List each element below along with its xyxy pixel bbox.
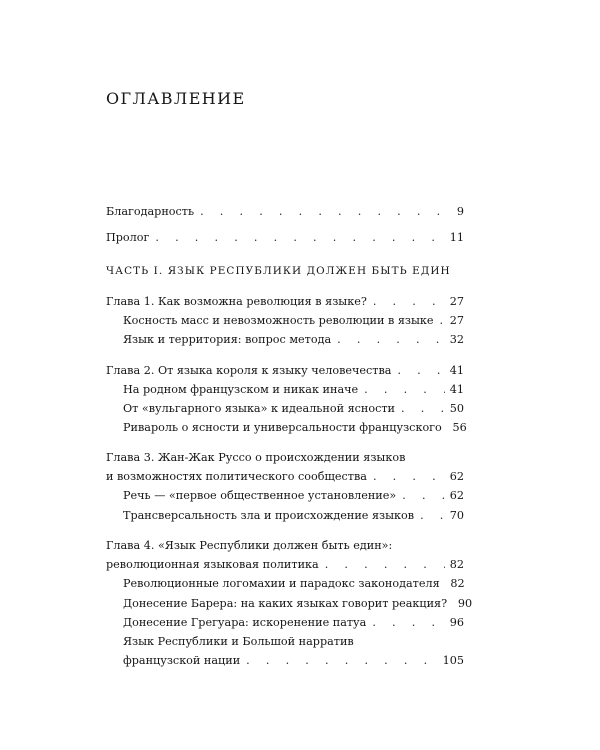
- dot-leader: [337, 331, 445, 349]
- toc-entry-label: Трансверсальность зла и происхождение языков: [123, 509, 415, 522]
- toc-entry-section-4-3[interactable]: [123, 614, 464, 632]
- toc-entry-chapter-3[interactable]: [106, 468, 464, 486]
- toc-entry-label: Пролог: [106, 231, 150, 244]
- toc-entry-section-2-1[interactable]: [123, 381, 464, 399]
- toc-entry-page: 27: [449, 295, 464, 308]
- toc-entry-label: Донесение Барера: на каких языках говорит реакция?: [123, 597, 448, 610]
- toc-entry-chapter-4[interactable]: [106, 556, 464, 574]
- toc-entry-label: революционная языковая политика: [106, 558, 319, 571]
- toc-entry-label: Глава 2. От языка короля к языку человечества: [106, 364, 392, 377]
- toc-entry-label: На родном французском и никак иначе: [123, 383, 359, 396]
- toc-entry-label: Язык и территория: вопрос метода: [123, 333, 332, 346]
- toc-entry-page: 70: [449, 509, 464, 522]
- toc-entry-label: От «вульгарного языка» к идеальной ясности: [123, 402, 396, 415]
- toc-entry-section-2-3[interactable]: [123, 419, 467, 437]
- dot-leader: [402, 487, 445, 505]
- toc-entry-label: Донесение Грегуара: искоренение патуа: [123, 616, 367, 629]
- toc-entry-page: 56: [452, 421, 467, 434]
- toc-entry-chapter-2[interactable]: [106, 362, 464, 380]
- toc-entry-acknowledgements[interactable]: [106, 203, 464, 221]
- toc-entry-section-2-2[interactable]: [123, 400, 464, 418]
- toc-entry-page: 82: [449, 558, 464, 571]
- dot-leader: [397, 362, 445, 380]
- toc-entry-label: Глава 1. Как возможна революция в языке?: [106, 295, 367, 308]
- dot-leader: [246, 652, 439, 670]
- toc-entry-page: 50: [449, 402, 464, 415]
- dot-leader: [155, 229, 445, 247]
- toc-entry-label: Ривароль о ясности и универсальности французского: [123, 421, 442, 434]
- dot-leader: [440, 312, 445, 330]
- toc-entry-label: и возможностях политического сообщества: [106, 470, 367, 483]
- toc-entry-page: 105: [442, 654, 464, 667]
- toc-entry-label: Косность масс и невозможность революции в языке: [123, 314, 434, 327]
- toc-entry-section-4-4-line1[interactable]: Язык Республики и Большой нарратив: [123, 635, 354, 648]
- part-heading: ЧАСТЬ I. ЯЗЫК РЕСПУБЛИКИ ДОЛЖЕН БЫТЬ ЕДИН: [106, 265, 451, 277]
- dot-leader: [373, 293, 445, 311]
- toc-entry-chapter-3-line1[interactable]: Глава 3. Жан-Жак Руссо о происхождении языков: [106, 451, 406, 464]
- toc-entry-section-4-2[interactable]: [123, 595, 473, 613]
- dot-leader: [373, 468, 445, 486]
- toc-entry-section-4-4[interactable]: [123, 652, 464, 670]
- toc-entry-section-3-1[interactable]: [123, 487, 464, 505]
- dot-leader: [364, 381, 445, 399]
- toc-entry-page: 82: [450, 577, 465, 590]
- toc-entry-page: 62: [449, 470, 464, 483]
- toc-entry-page: 11: [449, 231, 464, 244]
- toc-entry-page: 41: [449, 383, 464, 396]
- toc-entry-page: 41: [449, 364, 464, 377]
- toc-entry-section-4-1[interactable]: [123, 575, 464, 593]
- toc-entry-chapter-1[interactable]: [106, 293, 464, 311]
- toc-entry-page: 32: [449, 333, 464, 346]
- toc-entry-label: Речь — «первое общественное установление»: [123, 489, 397, 502]
- toc-entry-section-1-2[interactable]: [123, 331, 464, 349]
- toc-entry-section-3-2[interactable]: [123, 507, 464, 525]
- dot-leader: [420, 507, 445, 525]
- toc-entry-page: 62: [449, 489, 464, 502]
- toc-entry-chapter-4-line1[interactable]: Глава 4. «Язык Республики должен быть един»:: [106, 539, 393, 552]
- dot-leader: [372, 614, 445, 632]
- dot-leader: [401, 400, 445, 418]
- toc-entry-label: французской нации: [123, 654, 241, 667]
- dot-leader: [200, 203, 445, 221]
- toc-entry-page: 9: [456, 205, 464, 218]
- page-title: ОГЛАВЛЕНИЕ: [106, 88, 246, 108]
- toc-entry-label: Революционные логомахии и парадокс законодателя: [123, 577, 440, 590]
- toc-entry-section-1-1[interactable]: [123, 312, 464, 330]
- toc-entry-page: 90: [457, 597, 473, 610]
- toc-entry-prologue[interactable]: [106, 229, 464, 247]
- toc-entry-page: 96: [449, 616, 464, 629]
- toc-entry-page: 27: [449, 314, 464, 327]
- dot-leader: [325, 556, 445, 574]
- toc-entry-label: Благодарность: [106, 205, 195, 218]
